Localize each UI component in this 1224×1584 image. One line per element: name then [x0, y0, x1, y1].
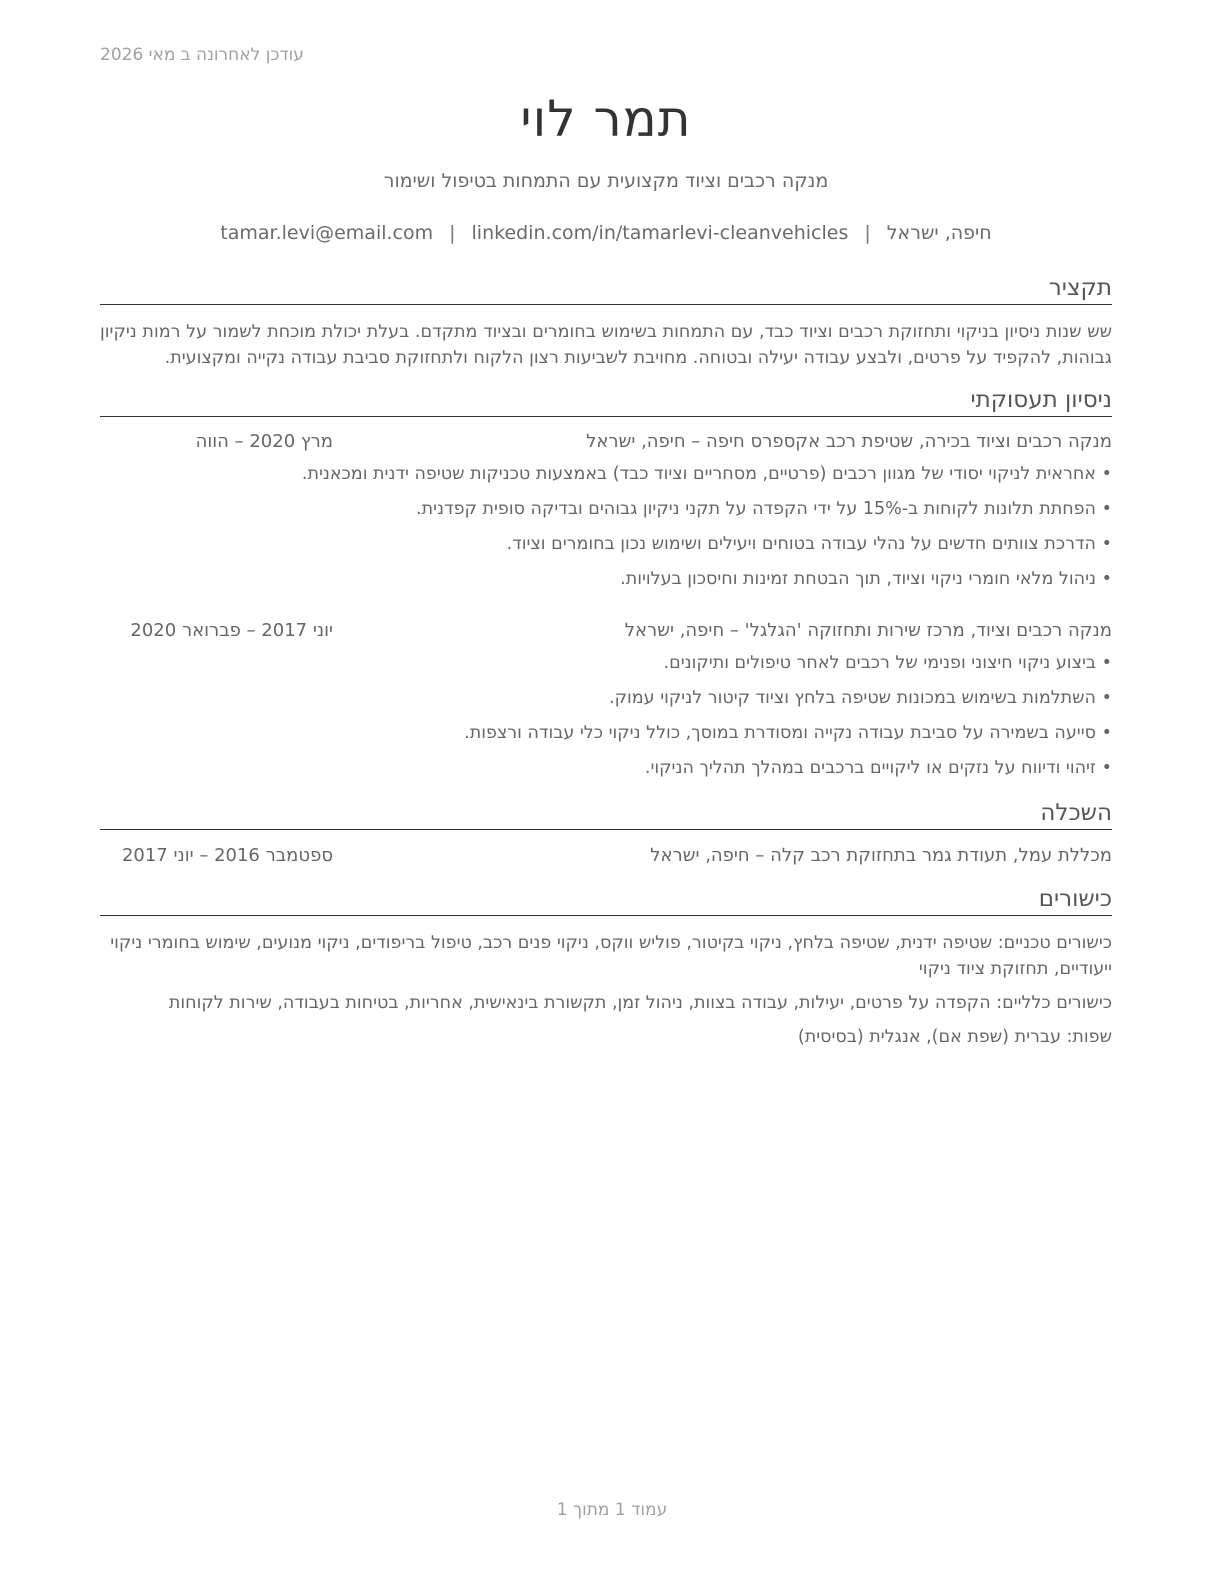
list-item: • סייעה בשמירה על סביבת עבודה נקייה ומסודרת במוסך, כולל ניקוי כלי עבודה ורצפות. — [100, 720, 1112, 755]
candidate-tagline: מנקה רכבים וציוד מקצועית עם התמחות בטיפול ושימור — [383, 170, 829, 192]
technical-skills: כישורים טכניים: שטיפה ידנית, שטיפה בלחץ, ניקוי בקיטור, פוליש ווקס, ניקוי פנים רכב, טיפול בריפודים, ניקוי מנועים, שימוש בחומרי ניקוי ייעודיים, תחזוקת ציוד ניקוי — [110, 933, 1112, 979]
contact-email[interactable]: tamar.levi@email.com — [220, 222, 434, 244]
job-1-bullets — [100, 461, 1112, 601]
general-skills: כישורים כלליים: הקפדה על פרטים, יעילות, עבודה בצוות, ניהול זמן, תקשורת בינאישית, אחריות, בטיחות בעבודה, שירות לקוחות — [168, 993, 1112, 1013]
job-2-title: מנקה רכבים וציוד, מרכז שירות ותחזוקה 'הגלגל' – חיפה, ישראל — [624, 620, 1112, 641]
list-item: • השתלמות בשימוש במכונות שטיפה בלחץ וציוד קיטור לניקוי עמוק. — [100, 685, 1112, 720]
list-item: • ביצוע ניקוי חיצוני ופנימי של רכבים לאחר טיפולים ותיקונים. — [100, 650, 1112, 685]
summary-text: שש שנות ניסיון בניקוי ותחזוקת רכבים וציוד כבד, עם התמחות בשימוש בחומרים ובציוד מתקדם. בעלת יכולת מוכחת לשמור על רמות ניקיון גבוהות, להקפיד על פרטים, ולבצע עבודה יעילה ובטוחה. מחויבת לשביעות רצון הלקוח ולתחזוקת סביבת עבודה נקייה ומקצועית. — [100, 322, 1112, 368]
last-updated-note: עודכן לאחרונה ב מאי 2026 — [100, 45, 304, 65]
contact-linkedin[interactable]: linkedin.com/in/tamarlevi-cleanvehicles — [471, 222, 849, 244]
contact-separator: | — [864, 222, 871, 244]
resume-page — [100, 0, 1112, 1584]
skills-heading: כישורים — [100, 885, 1112, 916]
job-2-dates: יוני 2017 – פברואר 2020 — [130, 620, 333, 641]
list-item: • ניהול מלאי חומרי ניקוי וציוד, תוך הבטחת זמינות וחיסכון בעלויות. — [100, 566, 1112, 601]
page-number: עמוד 1 מתוך 1 — [556, 1500, 668, 1520]
summary-heading: תקציר — [100, 274, 1112, 305]
education-entry — [100, 845, 1112, 871]
education-dates: ספטמבר 2016 – יוני 2017 — [121, 845, 333, 866]
job-2-bullets — [100, 650, 1112, 790]
list-item: • זיהוי ודיווח על נזקים או ליקויים ברכבים במהלך תהליך הניקוי. — [100, 755, 1112, 790]
candidate-name: תמר לוי — [520, 90, 692, 148]
experience-heading: ניסיון תעסוקתי — [100, 386, 1112, 417]
education-title: מכללת עמל, תעודת גמר בתחזוקת רכב קלה – חיפה, ישראל — [650, 845, 1112, 866]
job-2-header — [100, 620, 1112, 646]
job-1-title: מנקה רכבים וציוד בכירה, שטיפת רכב אקספרס חיפה – חיפה, ישראל — [586, 431, 1112, 452]
education-heading: השכלה — [100, 799, 1112, 830]
job-1-dates: מרץ 2020 – הווה — [195, 431, 333, 452]
job-1-header — [100, 431, 1112, 457]
list-item: • הדרכת צוותים חדשים על נהלי עבודה בטוחים ויעילים ושימוש נכון בחומרים וציוד. — [100, 531, 1112, 566]
languages: שפות: עברית (שפת אם), אנגלית (בסיסית) — [797, 1027, 1112, 1047]
contact-separator: | — [449, 222, 456, 244]
list-item: • הפחתת תלונות לקוחות ב-15% על ידי הקפדה על תקני ניקיון גבוהים ובדיקה סופית קפדנית. — [100, 496, 1112, 531]
contact-location: חיפה, ישראל — [886, 222, 992, 244]
list-item: • אחראית לניקוי יסודי של מגוון רכבים (פרטיים, מסחריים וציוד כבד) באמצעות טכניקות שטיפה ידנית ומכאנית. — [100, 461, 1112, 496]
contact-line — [100, 222, 1112, 244]
